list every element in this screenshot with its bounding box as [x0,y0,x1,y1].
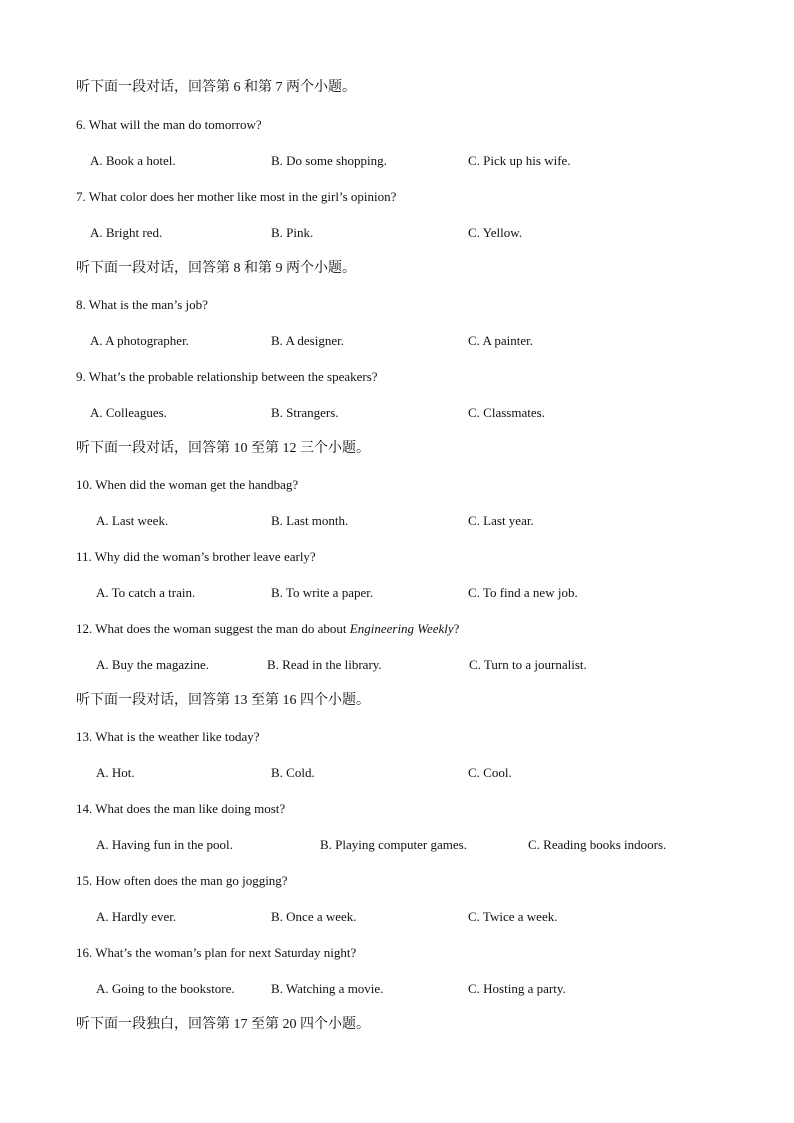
option-a: A. Buy the magazine. [96,657,209,672]
option-a: A. Last week. [96,513,169,528]
option-a: A. Colleagues. [90,405,167,420]
question-text [76,619,794,639]
question-text: 9. What’s the probable relationship between the speakers? [76,369,378,384]
option-c: C. Last year. [468,513,534,528]
option-a: A. Hot. [96,765,135,780]
question-options [0,403,794,423]
question-text: 7. What color does her mother like most in the girl’s opinion? [76,189,397,204]
option-a: A. A photographer. [90,333,189,348]
section-instruction: 听下面一段对话，回答第 8 和第 9 两个小题。 [76,261,356,276]
option-c: C. Cool. [468,765,512,780]
option-a: A. Hardly ever. [96,909,177,924]
question-text: 15. How often does the man go jogging? [76,873,288,888]
question-options [0,223,794,243]
option-b: B. A designer. [271,333,344,348]
option-b: B. Read in the library. [267,657,382,672]
magazine-title: Engineering Weekly [349,621,454,636]
option-c: C. Reading books indoors. [528,837,667,852]
question-options [0,511,794,531]
question-text: 13. What is the weather like today? [76,729,260,744]
option-b: B. To write a paper. [271,585,374,600]
option-b: B. Pink. [271,225,314,240]
option-c: C. Twice a week. [468,909,558,924]
question-text: 8. What is the man’s job? [76,297,208,312]
option-b: B. Last month. [271,513,349,528]
section-instruction: 听下面一段对话，回答第 6 和第 7 两个小题。 [76,80,356,95]
option-c: C. Pick up his wife. [468,153,571,168]
question-text: 6. What will the man do tomorrow? [76,117,262,132]
option-c: C. Hosting a party. [468,981,566,996]
option-a: A. Book a hotel. [90,153,176,168]
option-b: B. Strangers. [271,405,339,420]
question-options [0,151,794,171]
question-text-start: 12. What does the woman suggest the man do about [76,621,350,636]
question-text-end: ? [453,621,460,636]
section-instruction: 听下面一段对话，回答第 10 至第 12 三个小题。 [76,441,370,456]
option-c: C. To find a new job. [468,585,578,600]
option-b: B. Once a week. [271,909,357,924]
option-c: C. Turn to a journalist. [469,657,587,672]
question-options [0,583,794,603]
question-text: 16. What’s the woman’s plan for next Saturday night? [76,945,357,960]
option-a: A. Having fun in the pool. [96,837,233,852]
option-b: B. Watching a movie. [271,981,384,996]
option-a: A. Bright red. [90,225,163,240]
option-b: B. Playing computer games. [320,837,467,852]
option-a: A. Going to the bookstore. [96,981,235,996]
section-instruction: 听下面一段对话，回答第 13 至第 16 四个小题。 [76,693,370,708]
section-instruction: 听下面一段独白，回答第 17 至第 20 四个小题。 [76,1017,370,1032]
option-c: C. Classmates. [468,405,545,420]
question-text: 14. What does the man like doing most? [76,801,286,816]
question-text: 10. When did the woman get the handbag? [76,477,299,492]
question-options [0,979,794,999]
question-options [0,835,794,855]
option-c: C. A painter. [468,333,533,348]
option-c: C. Yellow. [468,225,523,240]
question-options [0,331,794,351]
question-options [0,763,794,783]
option-b: B. Do some shopping. [271,153,387,168]
question-options [0,907,794,927]
question-text: 11. Why did the woman’s brother leave early? [76,549,316,564]
option-b: B. Cold. [271,765,315,780]
option-a: A. To catch a train. [96,585,196,600]
question-options [0,655,794,675]
